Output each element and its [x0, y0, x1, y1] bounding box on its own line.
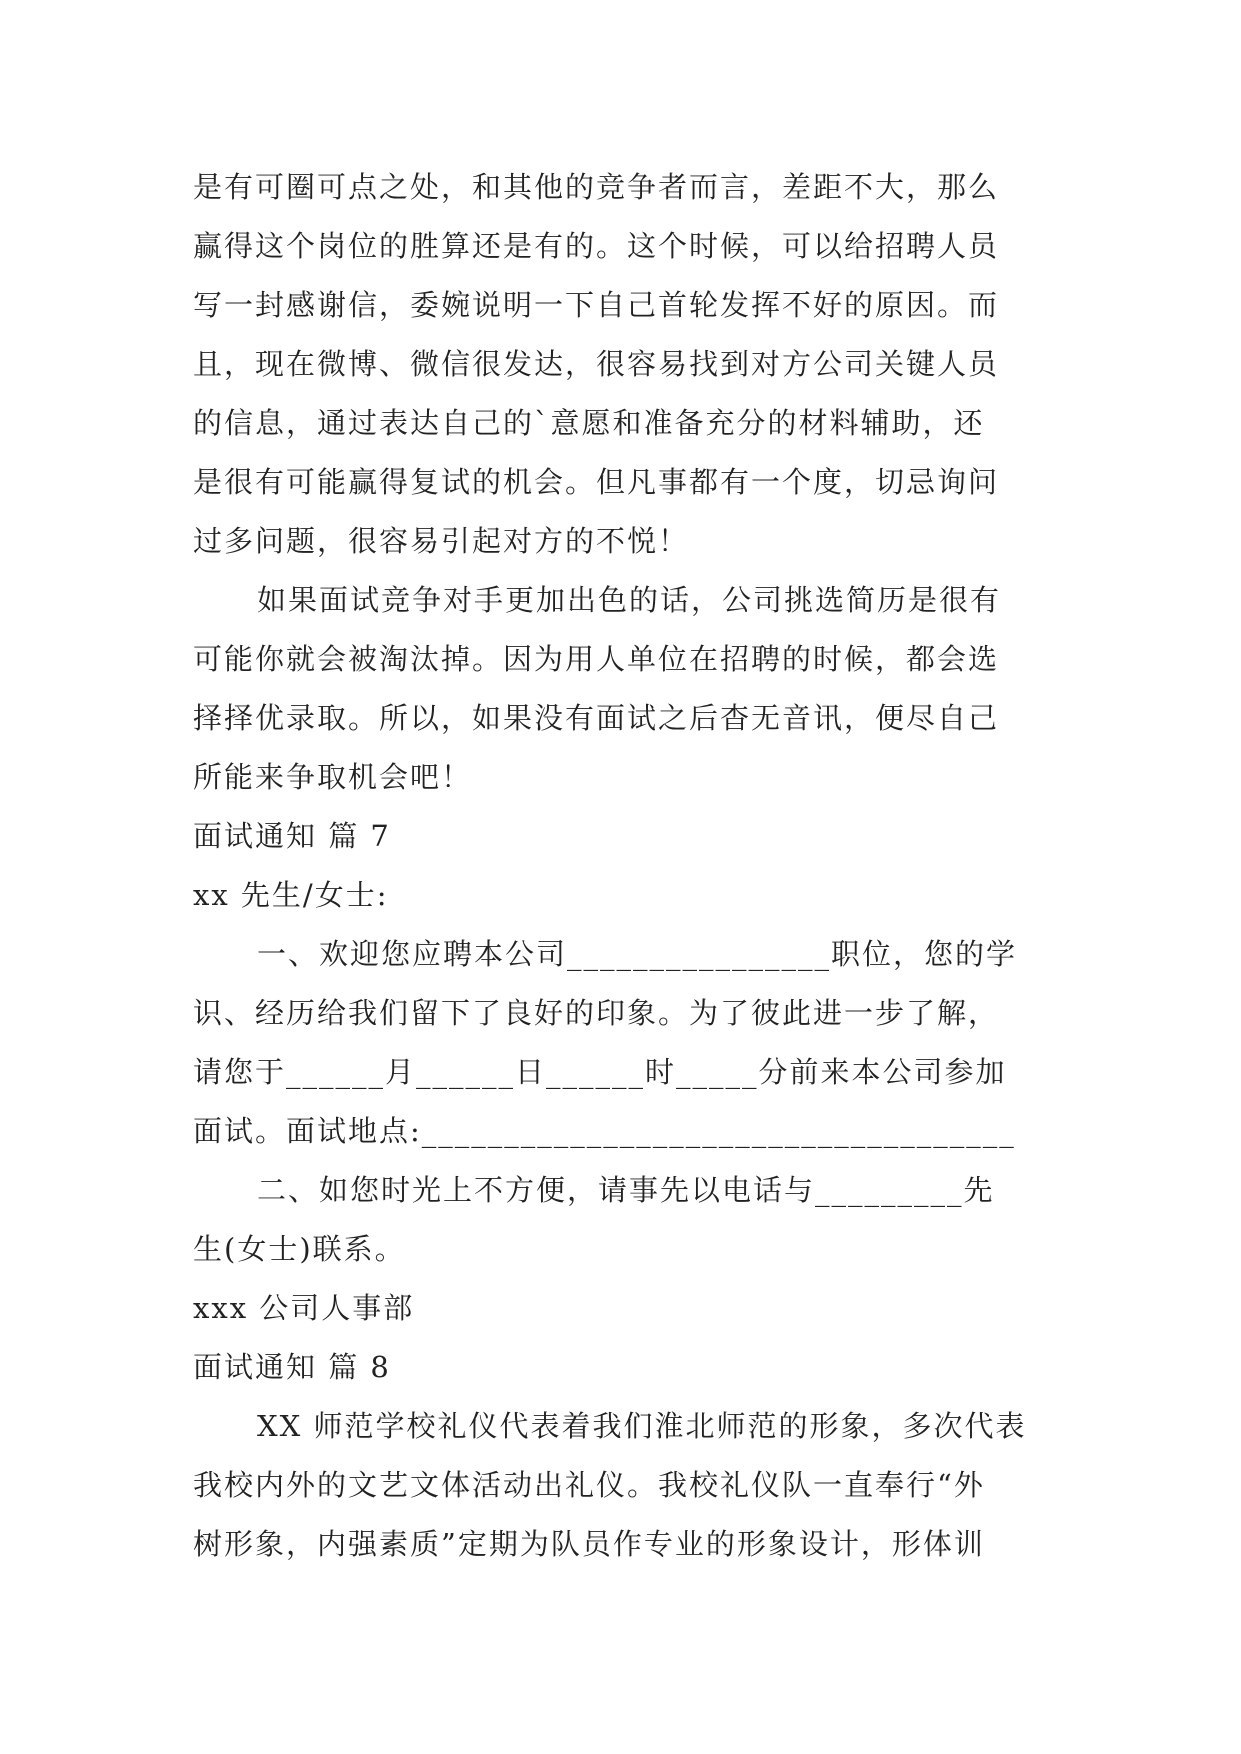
document-body	[193, 158, 1063, 1574]
paragraph-line: 可能你就会被淘汰掉。因为用人单位在招聘的时候，都会选	[193, 642, 1000, 676]
signature-line: xxx 公司人事部	[193, 1291, 415, 1325]
paragraph-line: 请您于______月______日______时_____分前来本公司参加	[193, 1055, 1007, 1089]
paragraph-line: 是很有可能赢得复试的机会。但凡事都有一个度，切忌询问	[193, 465, 1000, 499]
paragraph-line: 我校内外的文艺文体活动出礼仪。我校礼仪队一直奉行“外	[193, 1468, 985, 1502]
section-heading: 面试通知 篇 7	[193, 819, 391, 853]
paragraph-line: 所能来争取机会吧！	[193, 760, 473, 794]
paragraph-line: 过多问题，很容易引起对方的不悦！	[193, 524, 690, 558]
paragraph-line: 且，现在微博、微信很发达，很容易找到对方公司关键人员	[193, 347, 1000, 381]
paragraph-line: 写一封感谢信，委婉说明一下自己首轮发挥不好的原因。而	[193, 288, 1000, 322]
salutation: xx 先生/女士:	[193, 878, 389, 912]
paragraph-line: 择择优录取。所以，如果没有面试之后杳无音讯，便尽自己	[193, 701, 1000, 735]
section-heading: 面试通知 篇 8	[193, 1350, 391, 1384]
paragraph-line: XX 师范学校礼仪代表着我们淮北师范的形象，多次代表	[257, 1409, 1027, 1443]
paragraph-line: 如果面试竞争对手更加出色的话，公司挑选简历是很有	[257, 583, 1002, 617]
paragraph-line: 识、经历给我们留下了良好的印象。为了彼此进一步了解，	[193, 996, 1000, 1030]
paragraph-line: 一、欢迎您应聘本公司________________职位，您的学	[257, 937, 1018, 971]
paragraph-line: 是有可圈可点之处，和其他的竞争者而言，差距不大，那么	[193, 170, 1000, 204]
paragraph-line: 生(女士)联系。	[193, 1232, 406, 1266]
paragraph-line: 赢得这个岗位的胜算还是有的。这个时候，可以给招聘人员	[193, 229, 1000, 263]
paragraph-line: 树形象，内强素质”定期为队员作专业的形象设计，形体训	[193, 1527, 985, 1561]
paragraph-line: 面试。面试地点:____________________________________	[193, 1114, 1016, 1148]
paragraph-line: 的信息，通过表达自己的`意愿和准备充分的材料辅助，还	[193, 406, 985, 440]
paragraph-line: 二、如您时光上不方便，请事先以电话与_________先	[257, 1173, 995, 1207]
